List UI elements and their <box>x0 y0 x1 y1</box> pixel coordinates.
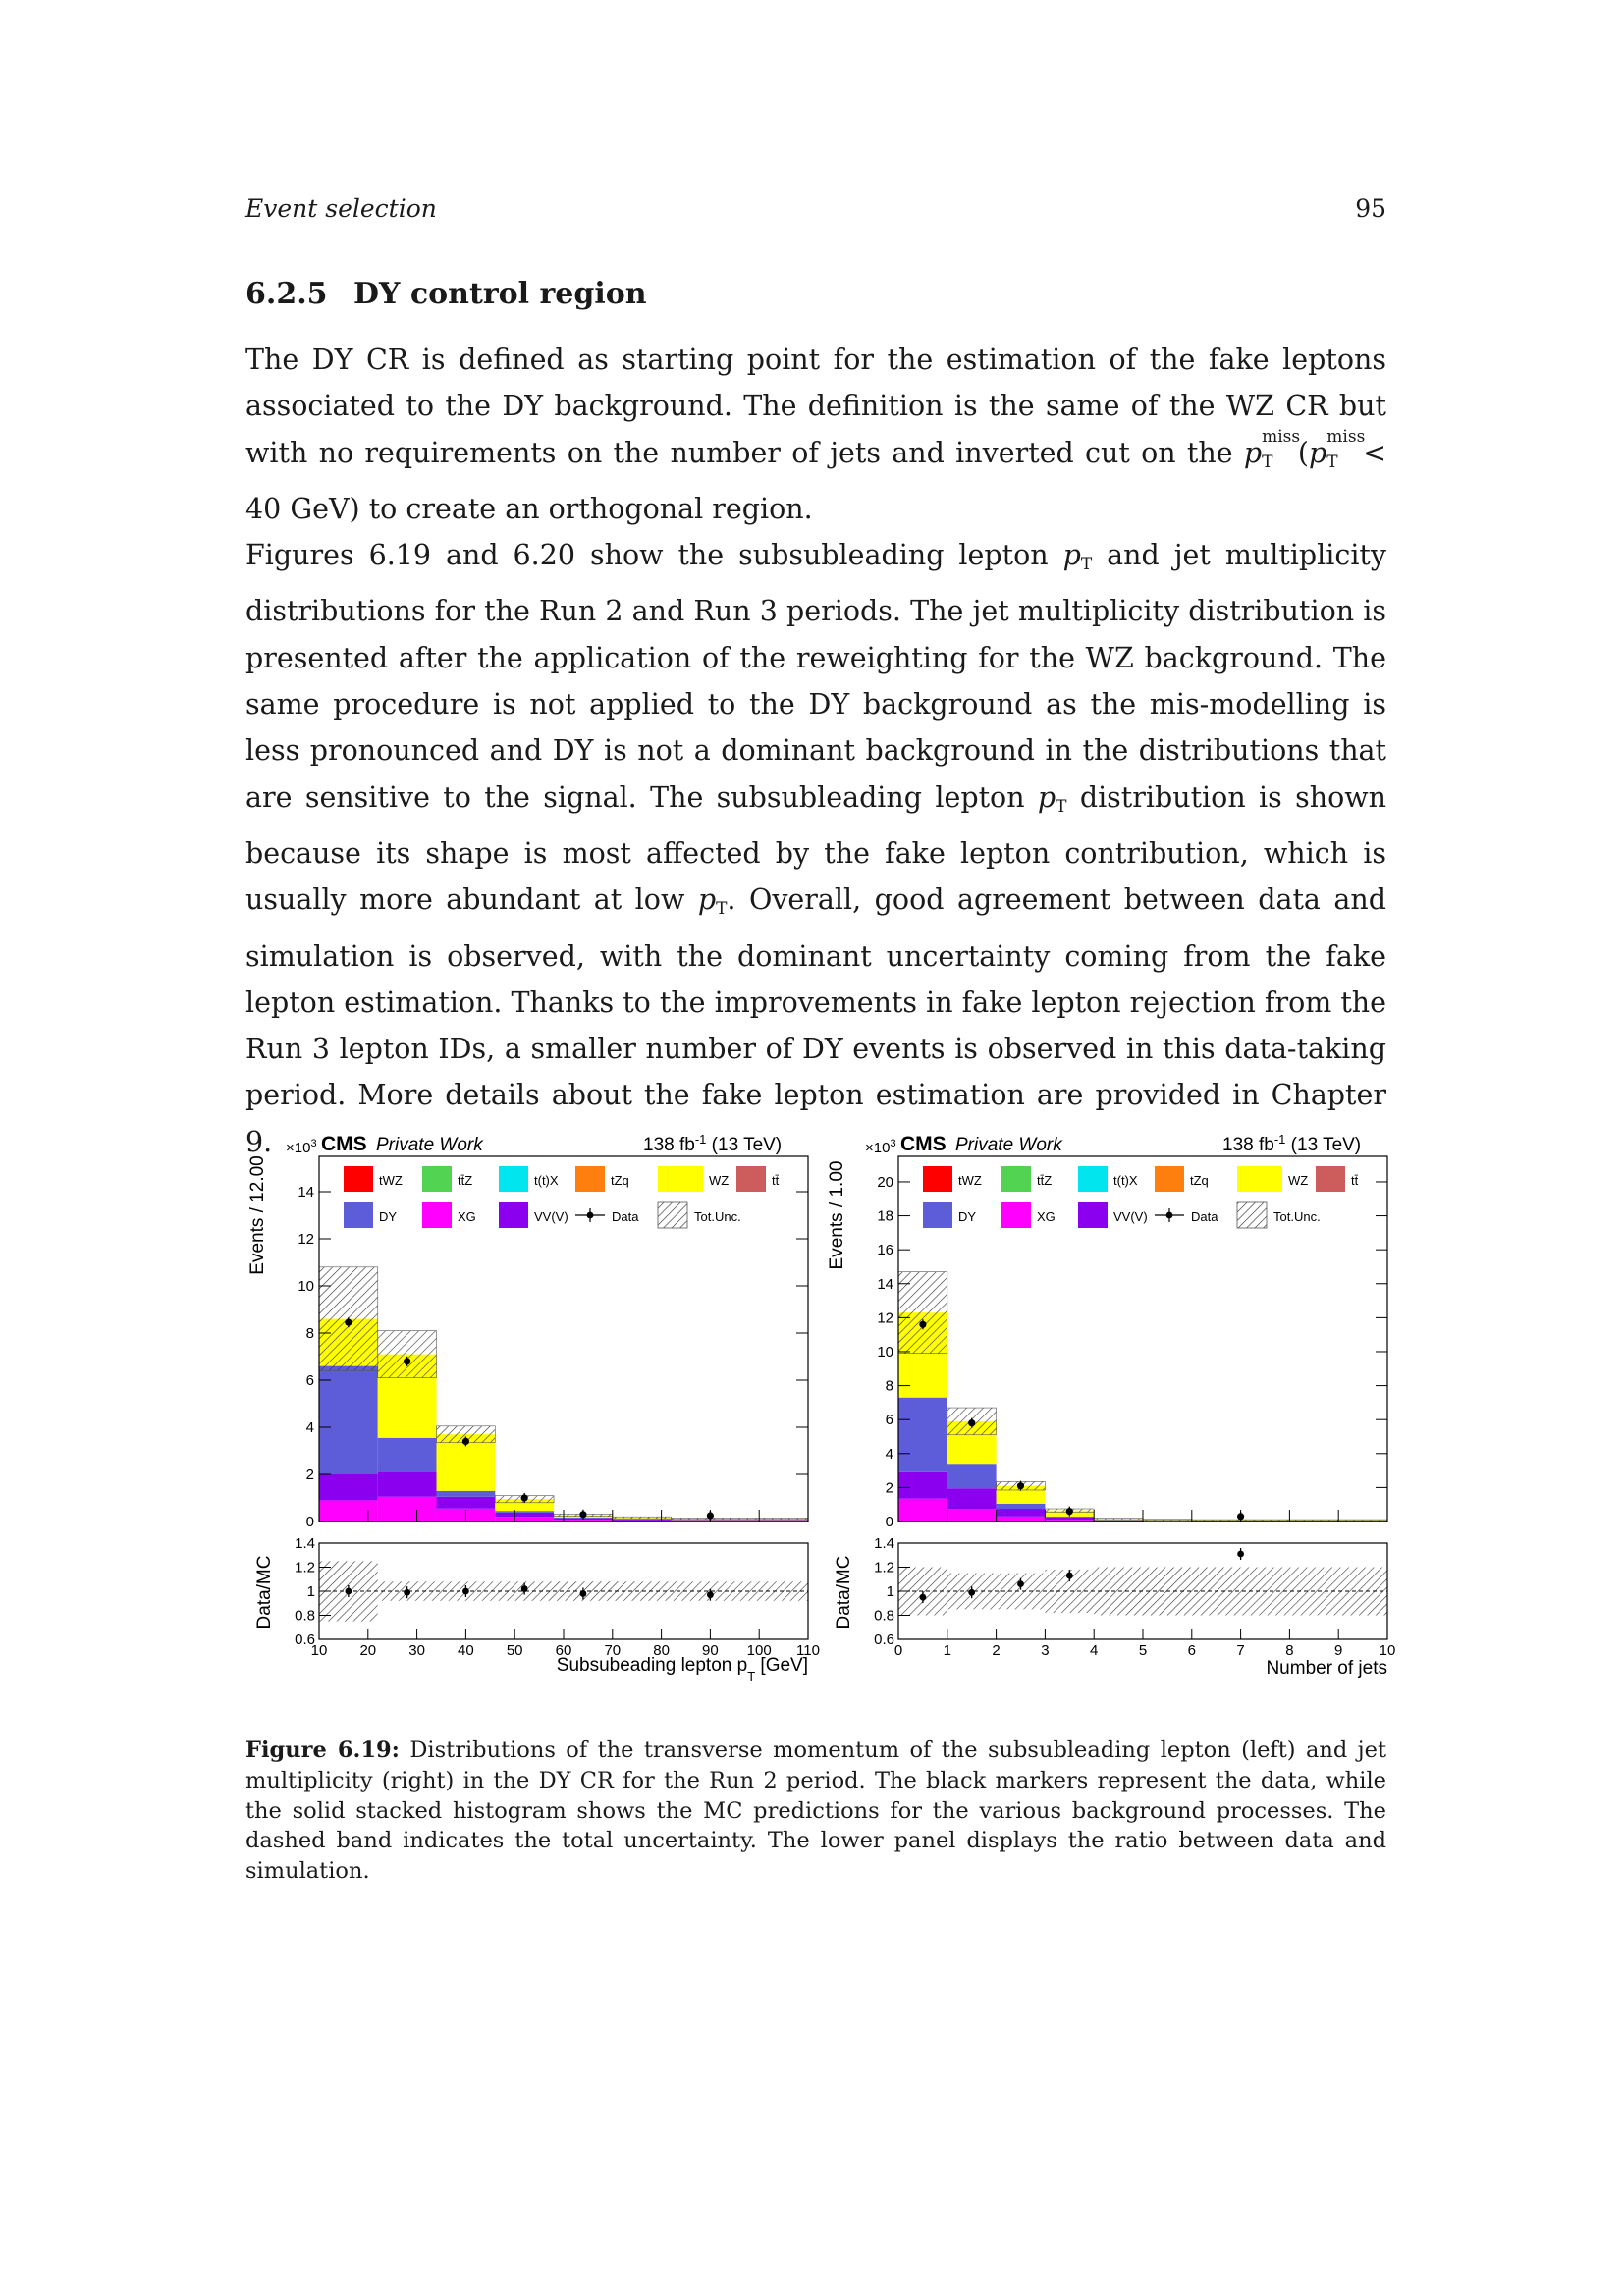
y-tick-label: 4 <box>885 1445 893 1463</box>
x-tick-label: 80 <box>653 1642 670 1659</box>
y-tick-label: 8 <box>305 1325 314 1342</box>
legend-label-ttz: tt̄Z <box>1037 1173 1053 1188</box>
legend <box>344 1166 780 1228</box>
ratio-point <box>580 1590 587 1597</box>
y-axis-label: Events / 12.00 <box>247 1155 268 1275</box>
y-tick-label: 18 <box>877 1207 893 1225</box>
bar-dy-bin-1 <box>378 1438 437 1472</box>
x-tick-label: 5 <box>1138 1642 1148 1659</box>
ratio-y-tick-label: 1.4 <box>874 1535 894 1552</box>
bar-vvv-bin-1 <box>947 1488 997 1509</box>
x-tick-label: 7 <box>1236 1642 1245 1659</box>
bar-vvv-bin-6 <box>672 1521 731 1522</box>
unc-band-bin-8 <box>1289 1520 1338 1521</box>
legend-label-vvv: VV(V) <box>1113 1209 1148 1224</box>
unc-band-bin-5 <box>613 1517 672 1519</box>
y-axis-label: Events / 1.00 <box>827 1160 847 1270</box>
bar-xg-bin-0 <box>319 1500 378 1522</box>
y-tick-label: 14 <box>877 1275 893 1293</box>
bar-vvv-bin-2 <box>437 1497 496 1509</box>
ratio-y-tick-label: 1 <box>886 1583 894 1600</box>
legend-swatch-tt <box>1316 1166 1345 1192</box>
y-tick-label: 0 <box>305 1514 314 1530</box>
bar-dy-bin-0 <box>319 1366 378 1474</box>
bar-vvv-bin-5 <box>613 1520 672 1521</box>
unc-band-bin-4 <box>1094 1519 1143 1520</box>
page-number: 95 <box>1355 194 1386 223</box>
unc-band-bin-1 <box>378 1331 437 1378</box>
data-point <box>404 1358 410 1364</box>
chart-panel-1 <box>247 1132 820 1683</box>
x-tick-label: 9 <box>1334 1642 1343 1659</box>
section-title-text: DY control region <box>353 277 647 311</box>
x-tick-label: 2 <box>992 1642 1001 1659</box>
x-tick-label: 50 <box>506 1642 523 1659</box>
x-tick-label: 40 <box>458 1642 474 1659</box>
ratio-y-axis-label: Data/MC <box>254 1555 275 1629</box>
y-tick-label: 10 <box>298 1278 314 1295</box>
x-tick-label: 100 <box>746 1642 772 1659</box>
cms-label: CMS <box>900 1133 947 1155</box>
legend-label-totunc: Tot.Unc. <box>1273 1209 1321 1224</box>
data-point <box>1017 1482 1024 1489</box>
y-tick-label: 14 <box>298 1184 314 1201</box>
ratio-y-tick-label: 0.6 <box>295 1631 315 1648</box>
legend-swatch-twz <box>923 1166 952 1192</box>
legend-swatch-totunc <box>1237 1202 1267 1228</box>
y-tick-label: 4 <box>305 1419 314 1436</box>
figure-caption <box>245 1735 1386 1887</box>
legend-data-marker <box>587 1212 594 1219</box>
lumi-label: 138 $fb^{-1}$ (13 TeV) <box>643 1132 783 1155</box>
y-tick-label: 12 <box>298 1231 314 1248</box>
ratio-y-tick-label: 1.2 <box>295 1559 315 1576</box>
bar-xg-bin-3 <box>495 1517 554 1522</box>
chart-panel-2 <box>827 1132 1395 1679</box>
ratio-y-axis-label: Data/MC <box>834 1555 854 1629</box>
bar-xg-bin-1 <box>947 1509 997 1522</box>
y-tick-label: 20 <box>877 1173 893 1191</box>
x-tick-label: 10 <box>1379 1642 1396 1659</box>
ratio-point <box>968 1589 975 1596</box>
legend-label-dy: DY <box>958 1209 977 1224</box>
x-tick-label: 4 <box>1090 1642 1099 1659</box>
y-tick-label: 0 <box>885 1514 893 1530</box>
legend-swatch-xg <box>422 1202 452 1228</box>
unc-band-bin-6 <box>672 1518 731 1519</box>
ratio-y-tick-label: 0.6 <box>874 1631 894 1648</box>
ratio-point <box>1066 1573 1073 1579</box>
legend-label-ttz: tt̄Z <box>458 1173 473 1188</box>
paragraph-1: The DY CR is defined as starting point for the estimation of the fake leptons associated to the DY background. The definition is the same of the WZ CR but with no requirements on the number of jets and inverted cut on the p miss $_T$ (p miss $_T$ < 40 GeV) to create an orthogonal region. <box>245 344 1386 525</box>
ratio-y-tick-label: 0.8 <box>874 1607 894 1625</box>
y-scale-label: $\times 10^3$ <box>865 1138 896 1156</box>
legend-swatch-dy <box>344 1202 373 1228</box>
legend-label-tzq: tZq <box>611 1173 629 1188</box>
ratio-y-tick-label: 1.2 <box>874 1559 894 1576</box>
bar-vvv-bin-0 <box>319 1474 378 1500</box>
legend-swatch-ttz <box>1001 1166 1031 1192</box>
ratio-panel <box>254 1535 820 1659</box>
y-tick-label: 2 <box>305 1467 314 1483</box>
x-tick-label: 70 <box>604 1642 622 1659</box>
y-tick-label: 12 <box>877 1309 893 1327</box>
legend-swatch-vvv <box>499 1202 528 1228</box>
bar-dy-bin-0 <box>898 1398 947 1472</box>
legend-label-tt: tt̄ <box>772 1173 780 1188</box>
data-point <box>579 1511 586 1518</box>
ratio-point <box>345 1588 352 1595</box>
bar-vvv-bin-7 <box>730 1521 808 1522</box>
legend-label-xg: XG <box>1037 1209 1056 1224</box>
bar-vvv-bin-1 <box>378 1472 437 1497</box>
legend-label-xg: XG <box>458 1209 476 1224</box>
ratio-point <box>707 1591 714 1598</box>
legend-swatch-tt <box>736 1166 766 1192</box>
legend-swatch-dy <box>923 1202 952 1228</box>
legend-swatch-tzq <box>1155 1166 1184 1192</box>
legend-label-twz: tWZ <box>958 1173 982 1188</box>
bar-dy-bin-3 <box>495 1511 554 1513</box>
legend-label-twz: tWZ <box>379 1173 403 1188</box>
legend-label-data: Data <box>1191 1209 1218 1224</box>
cms-label: CMS <box>321 1133 367 1155</box>
x-tick-label: 6 <box>1187 1642 1196 1659</box>
bar-vvv-bin-0 <box>898 1472 947 1499</box>
y-scale-label: $\times 10^3$ <box>286 1138 317 1156</box>
bar-xg-bin-1 <box>378 1497 437 1522</box>
x-tick-label: 0 <box>893 1642 903 1659</box>
private-work-label: Private Work <box>376 1135 483 1155</box>
legend-swatch-ttx <box>1078 1166 1108 1192</box>
y-tick-label: 10 <box>877 1343 893 1361</box>
bar-xg-bin-2 <box>997 1517 1046 1522</box>
unc-band-bin-7 <box>730 1518 808 1519</box>
data-point <box>919 1321 926 1328</box>
ratio-y-tick-label: 0.8 <box>295 1607 315 1625</box>
bar-dy-bin-1 <box>947 1464 997 1488</box>
legend <box>923 1166 1359 1228</box>
legend-swatch-tzq <box>575 1166 605 1192</box>
legend-label-wz: WZ <box>1288 1173 1309 1188</box>
bar-dy-bin-3 <box>1045 1517 1094 1518</box>
legend-label-totunc: Tot.Unc. <box>694 1209 741 1224</box>
paragraph-2: Figures 6.19 and 6.20 show the subsubleading lepton $p_T$ and jet multiplicity distributions for the Run 2 and Run 3 periods. The jet multiplicity distribution is presented after the application of the reweighting for the WZ background. The same procedure is not applied to the DY background as the mis-modelling is less pronounced and DY is not a dominant background in the distributions that are sensitive to the signal. The subsubleading lepton $p_T$ distribution is shown because its shape is most affected by the fake lepton contribution, which is usually more abundant at low $p_T$. Overall, good agreement between data and simulation is observed, with the dominant uncertainty coming from the fake lepton estimation. Thanks to the improvements in fake lepton rejection from the Run 3 lepton IDs, a smaller number of DY events is observed in this data-taking period. More details about the fake lepton estimation are provided in Chapter 9. <box>245 539 1387 1158</box>
legend-swatch-ttx <box>499 1166 528 1192</box>
x-axis-label: Subsubeading lepton $p_T$ [GeV] <box>556 1655 808 1683</box>
x-tick-label: 20 <box>359 1642 377 1659</box>
data-point <box>345 1319 352 1326</box>
legend-label-vvv: VV(V) <box>534 1209 568 1224</box>
legend-label-tt: tt̄ <box>1351 1173 1359 1188</box>
caption-label: Figure 6.19: <box>245 1737 400 1763</box>
legend-label-wz: WZ <box>709 1173 730 1188</box>
x-tick-label: 1 <box>943 1642 951 1659</box>
bar-dy-bin-2 <box>437 1491 496 1497</box>
y-tick-label: 6 <box>305 1372 314 1389</box>
legend-label-ttx: t(t)X <box>534 1173 559 1188</box>
ratio-point <box>404 1589 410 1596</box>
legend-swatch-ttz <box>422 1166 452 1192</box>
ratio-y-tick-label: 1 <box>306 1583 315 1600</box>
legend-label-ttx: t(t)X <box>1113 1173 1138 1188</box>
x-tick-label: 60 <box>555 1642 572 1659</box>
bar-vvv-bin-3 <box>495 1513 554 1517</box>
x-tick-label: 30 <box>408 1642 425 1659</box>
legend-label-dy: DY <box>379 1209 398 1224</box>
unc-band-bin-7 <box>1241 1520 1290 1521</box>
running-header: Event selection <box>245 194 437 223</box>
bar-vvv-bin-3 <box>1045 1518 1094 1521</box>
bar-xg-bin-0 <box>898 1499 947 1522</box>
legend-data-marker <box>1166 1212 1173 1219</box>
legend-swatch-wz <box>658 1166 703 1192</box>
legend-label-tzq: tZq <box>1190 1173 1209 1188</box>
legend-label-data: Data <box>612 1209 639 1224</box>
x-tick-label: 90 <box>702 1642 719 1659</box>
unc-band-bin-6 <box>1192 1520 1241 1521</box>
ratio-point <box>462 1588 469 1595</box>
x-tick-label: 10 <box>310 1642 328 1659</box>
legend-swatch-vvv <box>1078 1202 1108 1228</box>
x-axis-label: Number of jets <box>1266 1658 1387 1679</box>
legend-swatch-twz <box>344 1166 373 1192</box>
y-tick-label: 2 <box>885 1479 893 1497</box>
private-work-label: Private Work <box>955 1135 1062 1155</box>
ratio-panel <box>834 1535 1395 1659</box>
ratio-band-bin-5 <box>613 1581 672 1601</box>
y-tick-label: 16 <box>877 1242 893 1259</box>
ratio-point <box>1017 1580 1024 1587</box>
bar-vvv-bin-2 <box>997 1509 1046 1517</box>
lumi-label: 138 $fb^{-1}$ (13 TeV) <box>1222 1132 1362 1155</box>
y-tick-label: 6 <box>885 1412 893 1429</box>
bar-dy-bin-2 <box>997 1504 1046 1509</box>
data-point <box>968 1419 975 1426</box>
caption-text: Distributions of the transverse momentum of the subsubleading lepton (left) and jet multiplicity (right) in the DY CR for the Run 2 period. The black markers represent the data, while the solid stacked histogram shows the MC predictions for the various background processes. The dashed band indicates the total uncertainty. The lower panel displays the ratio between data and simulation. <box>245 1737 1386 1885</box>
legend-swatch-wz <box>1237 1166 1282 1192</box>
x-tick-label: 8 <box>1285 1642 1294 1659</box>
x-tick-label: 3 <box>1041 1642 1050 1659</box>
data-point <box>1066 1508 1073 1515</box>
ratio-y-tick-label: 1.4 <box>295 1535 315 1552</box>
x-tick-label: 110 <box>796 1642 820 1659</box>
ratio-point <box>1237 1551 1244 1558</box>
legend-swatch-xg <box>1001 1202 1031 1228</box>
section-number: 6.2.5 <box>245 277 328 311</box>
legend-swatch-totunc <box>658 1202 687 1228</box>
unc-band-bin-5 <box>1143 1520 1192 1521</box>
unc-band-bin-9 <box>1338 1520 1387 1521</box>
data-point <box>521 1494 528 1501</box>
y-tick-label: 8 <box>885 1377 893 1395</box>
ratio-point <box>920 1594 927 1601</box>
data-point <box>462 1438 469 1445</box>
ratio-point <box>521 1585 528 1592</box>
